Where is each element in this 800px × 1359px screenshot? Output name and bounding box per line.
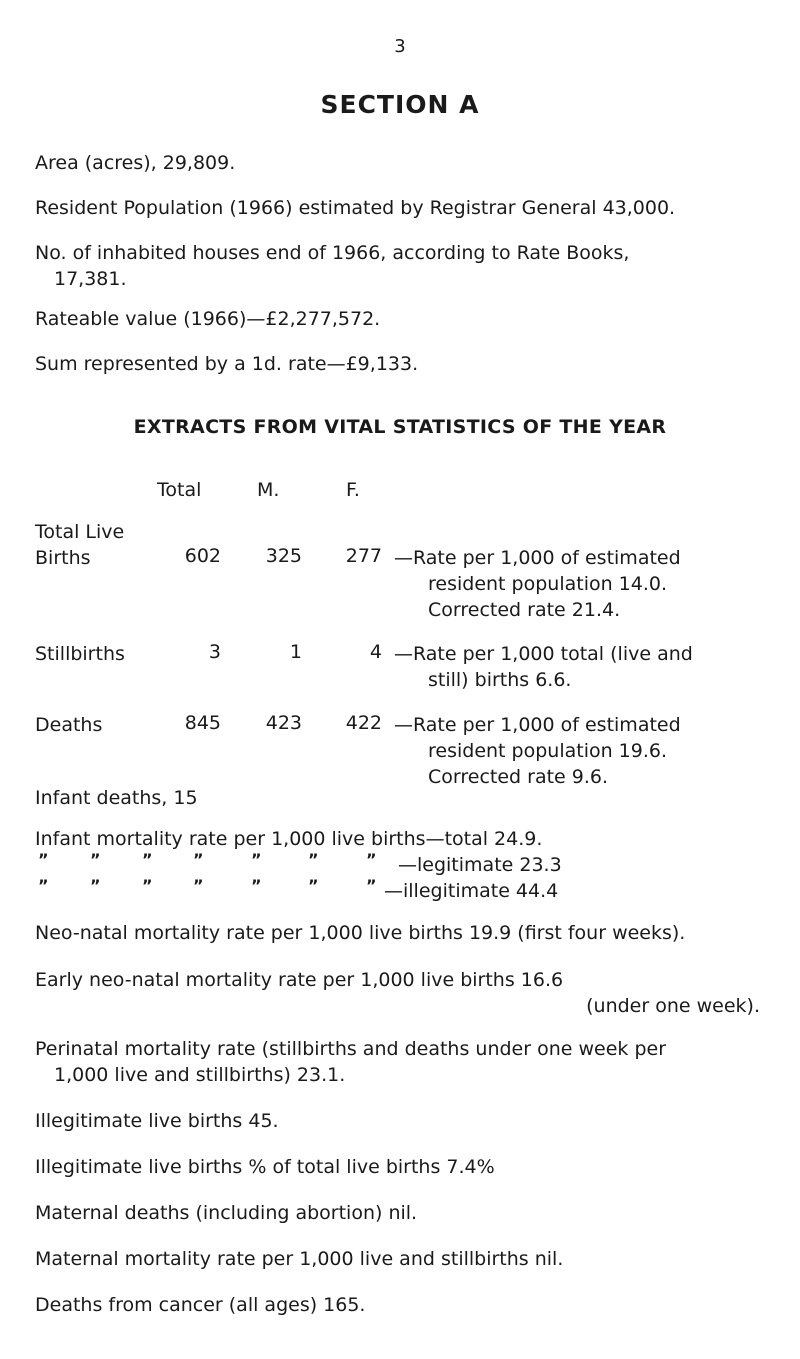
live-births-f: 277 [345, 545, 382, 567]
infant-deaths: Infant deaths, 15 [35, 787, 198, 809]
illegitimate-births-line: Illegitimate live births 45. [35, 1110, 279, 1132]
early-neonatal-line: Early neo-natal mortality rate per 1,000 live births 16.6 [35, 969, 564, 991]
live-births-m: 325 [265, 545, 302, 567]
houses-line-cont: 17,381. [54, 268, 127, 290]
early-neonatal-line-cont: (under one week). [586, 995, 760, 1017]
perinatal-line: Perinatal mortality rate (stillbirths and deaths under one week per [35, 1038, 667, 1060]
population-line: Resident Population (1966) estimated by Registrar General 43,000. [35, 197, 676, 219]
header-total: Total [157, 479, 202, 501]
rateable-line: Rateable value (1966)—£2,277,572. [35, 308, 381, 330]
extracts-title: EXTRACTS FROM VITAL STATISTICS OF THE YEAR [133, 416, 667, 438]
houses-line: No. of inhabited houses end of 1966, according to Rate Books, [35, 242, 630, 264]
maternal-deaths-line: Maternal deaths (including abortion) nil. [35, 1202, 418, 1224]
header-f: F. [346, 479, 360, 501]
maternal-rate-line: Maternal mortality rate per 1,000 live and stillbirths nil. [35, 1248, 564, 1270]
page-number: 3 [394, 36, 406, 57]
live-births-total: 602 [184, 545, 221, 567]
neonatal-line: Neo-natal mortality rate per 1,000 live births 19.9 (first four weeks). [35, 922, 686, 944]
deaths-m: 423 [265, 712, 302, 734]
infant-mortality-total: Infant mortality rate per 1,000 live births—total 24.9. [35, 828, 543, 850]
stillbirths-m: 1 [289, 641, 302, 663]
section-title: SECTION A [320, 90, 480, 119]
live-births-note: —Rate per 1,000 of estimated resident population 14.0. Corrected rate 21.4. [394, 547, 681, 621]
deaths-f: 422 [345, 712, 382, 734]
stillbirths-total: 3 [208, 641, 221, 663]
infant-mortality-illegitimate: —illegitimate 44.4 [384, 880, 559, 902]
row-label-deaths: Deaths [35, 714, 103, 736]
header-m: M. [257, 479, 280, 501]
row-label-stillbirths: Stillbirths [35, 643, 125, 665]
stillbirths-f: 4 [369, 641, 382, 663]
area-line: Area (acres), 29,809. [35, 152, 236, 174]
perinatal-line-cont: 1,000 live and stillbirths) 23.1. [54, 1064, 346, 1086]
stillbirths-note: —Rate per 1,000 total (live and still) births 6.6. [394, 643, 693, 691]
deaths-note: —Rate per 1,000 of estimated resident population 19.6. Corrected rate 9.6. [394, 714, 681, 788]
illegitimate-pct-line: Illegitimate live births % of total live births 7.4% [35, 1156, 495, 1178]
row-label-live-births: Total Live Births [35, 521, 125, 569]
infant-mortality-legitimate: —legitimate 23.3 [398, 854, 562, 876]
cancer-deaths-line: Deaths from cancer (all ages) 165. [35, 1294, 366, 1316]
deaths-total: 845 [184, 712, 221, 734]
sum-rate-line: Sum represented by a 1d. rate—£9,133. [35, 353, 419, 375]
